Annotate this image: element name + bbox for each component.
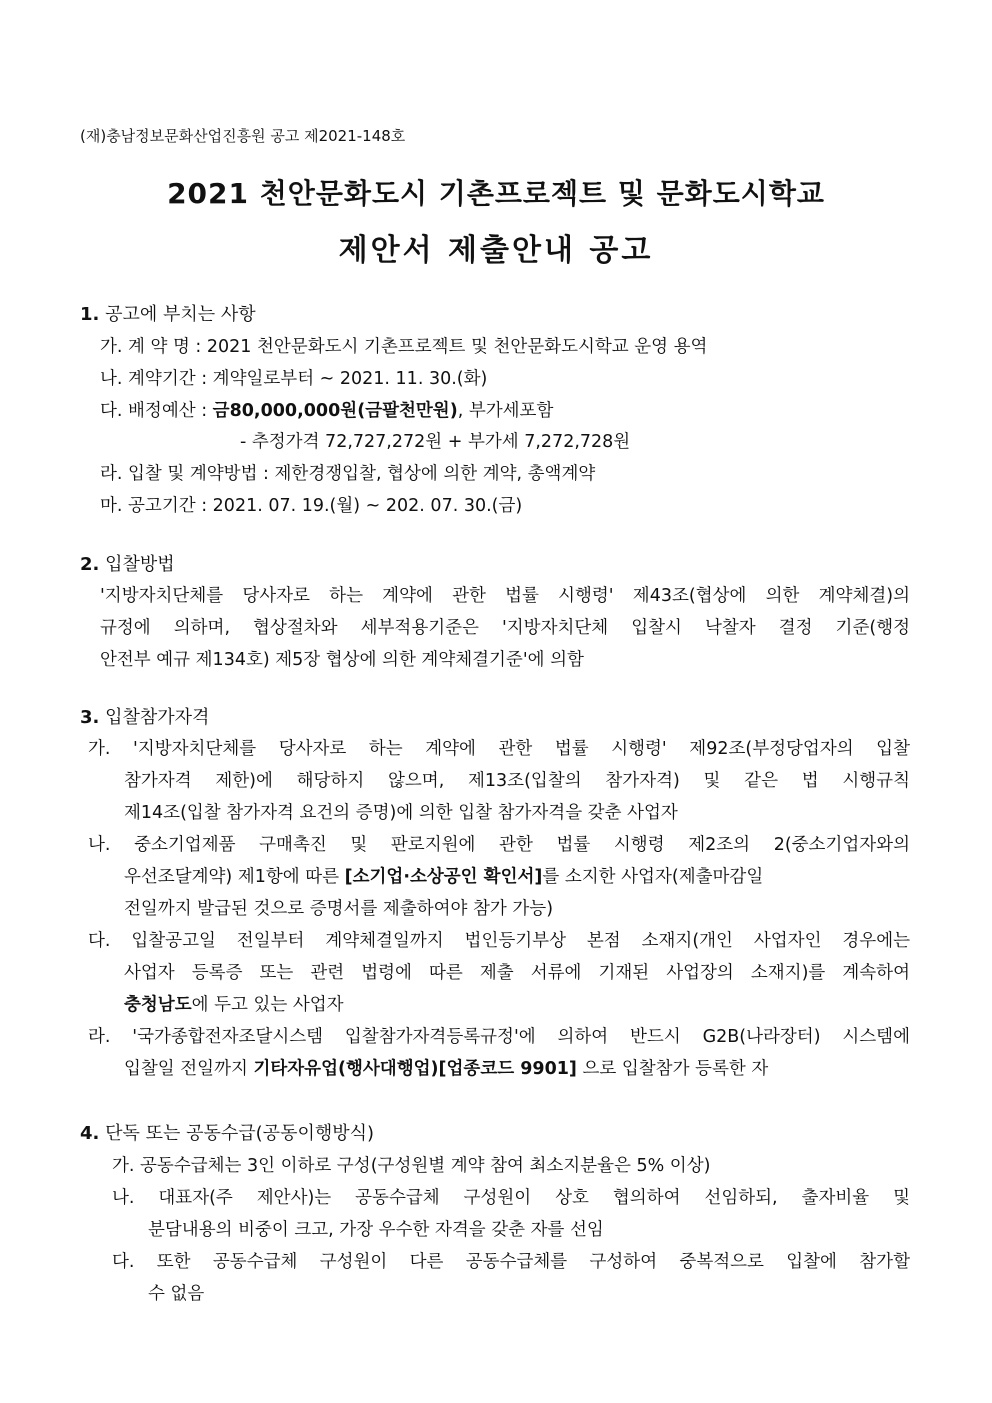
qualification-d-line [124,1057,768,1081]
contract-name: 가. 계 약 명 : 2021 천안문화도시 기촌프로젝트 및 천안문화도시학교 운영 용역 [100,337,708,357]
consortium-b-line: 나. 대표자(주 제안사)는 공동수급체 구성원이 상호 협의하여 선임하되, 출자비율 및 [112,1188,910,1208]
qualification-d-text: 입찰일 전일까지 [124,1059,254,1079]
qualification-b-text: 를 소지한 사업자(제출마감일 [542,867,764,887]
section-3-heading [80,706,209,730]
qualification-d-text: 으로 입찰참가 등록한 자 [576,1059,769,1079]
page-subtitle: 제안서 제출안내 공고 [338,233,654,268]
region-name: 충청남도 [124,995,192,1015]
notice-period: 마. 공고기간 : 2021. 07. 19.(월) ~ 202. 07. 30.(금) [100,496,523,516]
section-2-title: 입찰방법 [105,554,175,575]
industry-code: 기타자유업(행사대행업)[업종코드 9901] [253,1059,577,1079]
contract-period: 나. 계약기간 : 계약일로부터 ~ 2021. 11. 30.(화) [100,369,488,389]
section-3-title: 입찰참가자격 [105,707,210,728]
qualification-c-line: 다. 입찰공고일 전일부터 계약체결일까지 법인등기부상 본점 소재지(개인 사업자인 경우에는 [88,931,910,951]
section-4-number: 4. [80,1123,100,1144]
qualification-a-line: 참가자격 제한)에 해당하지 않으며, 제13조(입찰의 참가자격) 및 같은 법 시행규칙 [124,771,910,791]
section-2-line: '지방자치단체를 당사자로 하는 계약에 관한 법률 시행령' 제43조(협상에 의한 계약체결)의 [100,586,910,606]
qualification-a-line: 가. '지방자치단체를 당사자로 하는 계약에 관한 법률 시행령' 제92조(부정당업자의 입찰 [88,739,910,759]
notice-number: (재)충남정보문화산업진흥원 공고 제2021-148호 [80,127,406,145]
sme-certificate: [소기업·소상공인 확인서] [344,867,543,887]
section-2-number: 2. [80,554,100,575]
section-2-line: 안전부 예규 제134호) 제5장 협상에 의한 계약체결기준'에 의함 [100,650,584,670]
bid-method: 라. 입찰 및 계약방법 : 제한경쟁입찰, 협상에 의한 계약, 총액계약 [100,464,596,484]
qualification-b-line [124,865,763,889]
consortium-c-line: 다. 또한 공동수급체 구성원이 다른 공동수급체를 구성하여 중복적으로 입찰에 참가할 [112,1252,910,1272]
budget-breakdown: - 추정가격 72,727,272원 + 부가세 7,272,728원 [240,432,631,452]
section-3-number: 3. [80,707,100,728]
budget-label: 다. 배정예산 : [100,401,213,421]
section-2-heading [80,553,175,577]
qualification-c-line [124,993,344,1017]
qualification-c-text: 에 두고 있는 사업자 [191,995,344,1015]
section-1-number: 1. [80,304,100,325]
budget [100,399,553,423]
consortium-b-line: 분담내용의 비중이 크고, 가장 우수한 자격을 갖춘 자를 선임 [148,1220,604,1240]
budget-vat: , 부가세포함 [457,401,554,421]
qualification-c-line: 사업자 등록증 또는 관련 법령에 따른 제출 서류에 기재된 사업장의 소재지)를 계속하여 [124,963,910,983]
budget-amount: 금80,000,000원(금팔천만원) [212,401,458,421]
qualification-b-text: 우선조달계약) 제1항에 따른 [124,867,345,887]
section-4-heading [80,1122,374,1146]
qualification-d-line: 라. '국가종합전자조달시스템 입찰참가자격등록규정'에 의하여 반드시 G2B(나라장터) 시스템에 [88,1027,910,1047]
qualification-a-line: 제14조(입찰 참가자격 요건의 증명)에 의한 입찰 참가자격을 갖춘 사업자 [124,803,678,823]
consortium-a: 가. 공동수급체는 3인 이하로 구성(구성원별 계약 참여 최소지분율은 5% 이상) [112,1156,711,1176]
consortium-c-line: 수 없음 [148,1284,205,1304]
page-title: 2021 천안문화도시 기촌프로젝트 및 문화도시학교 [167,177,825,210]
section-1-heading [80,303,256,327]
section-1-title: 공고에 부치는 사항 [105,304,256,325]
section-2-line: 규정에 의하며, 협상절차와 세부적용기준은 '지방자치단체 입찰시 낙찰자 결정 기준(행정 [100,618,910,638]
section-4-title: 단독 또는 공동수급(공동이행방식) [105,1123,375,1144]
qualification-b-line: 나. 중소기업제품 구매촉진 및 판로지원에 관한 법률 시행령 제2조의 2(중소기업자와의 [88,835,910,855]
qualification-b-line: 전일까지 발급된 것으로 증명서를 제출하여야 참가 가능) [124,899,554,919]
